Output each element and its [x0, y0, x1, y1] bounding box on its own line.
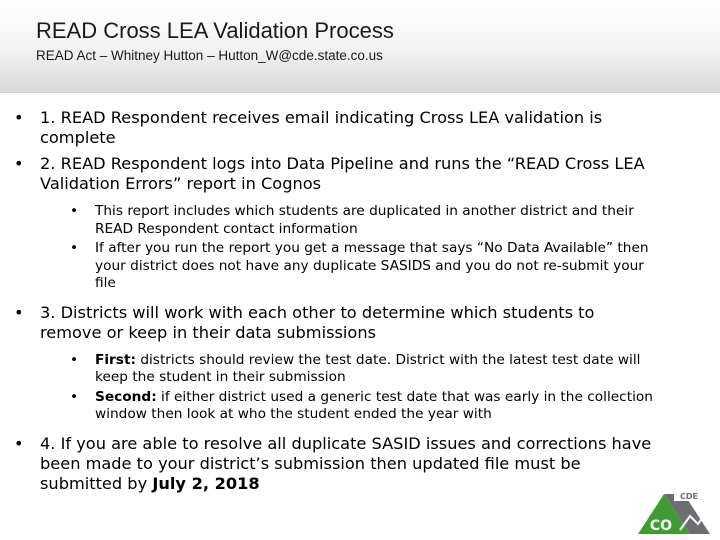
logo-top-text: CDE [680, 492, 698, 501]
bullet-icon: • [14, 433, 24, 453]
logo-main-text: CO [649, 518, 673, 534]
bullet-icon: • [70, 203, 79, 219]
list-item [14, 108, 654, 148]
bullet-text: 3. Districts will work with each other to determine which students to remove or keep in their data submissions [40, 302, 595, 342]
bullet-icon: • [14, 302, 24, 322]
page-subtitle: READ Act – Whitney Hutton – Hutton_W@cde.state.co.us [36, 48, 383, 63]
page-title: READ Cross LEA Validation Process [36, 18, 394, 43]
bullet-text: 4. If you are able to resolve all duplicate SASID issues and corrections have been made to your district’s submission then updated file must be submitted by [40, 433, 652, 493]
sub-bullet-list [14, 352, 654, 424]
sub-bullet-text: This report includes which students are duplicated in another district and their READ Respondent contact information [95, 203, 634, 237]
list-item [14, 240, 654, 293]
list-item [14, 154, 654, 194]
sub-bullet-list [14, 203, 654, 293]
sub-bullet-text: if either district used a generic test date that was early in the collection window then look at who the student ended the year with [95, 388, 653, 422]
bullet-icon: • [70, 388, 79, 405]
sub-bullet-label: Second: [95, 388, 157, 405]
list-item [14, 303, 654, 343]
bullet-text: 1. READ Respondent receives email indicating Cross LEA validation is complete [40, 108, 603, 147]
slide-header [0, 0, 720, 93]
list-item [14, 352, 654, 387]
bullet-icon: • [70, 351, 79, 368]
list-item [14, 389, 654, 424]
bullet-icon: • [14, 108, 24, 127]
bullet-text: 2. READ Respondent logs into Data Pipeline and runs the “READ Cross LEA Validation Errors” report in Cognos [40, 154, 645, 193]
sub-bullet-text: If after you run the report you get a message that says “No Data Available” then your district does not have any duplicate SASIDS and you do not re-submit your file [95, 240, 649, 291]
sub-bullet-label: First: [95, 351, 136, 368]
sub-bullet-text: districts should review the test date. District with the latest test date will keep the student in their submission [95, 351, 641, 385]
list-item [14, 434, 654, 494]
bullet-list [14, 108, 654, 500]
deadline-date: July 2, 2018 [152, 473, 260, 493]
bullet-icon: • [14, 154, 24, 173]
colorado-mountain-logo-icon [634, 490, 714, 536]
bullet-icon: • [70, 240, 79, 256]
list-item [14, 203, 654, 238]
